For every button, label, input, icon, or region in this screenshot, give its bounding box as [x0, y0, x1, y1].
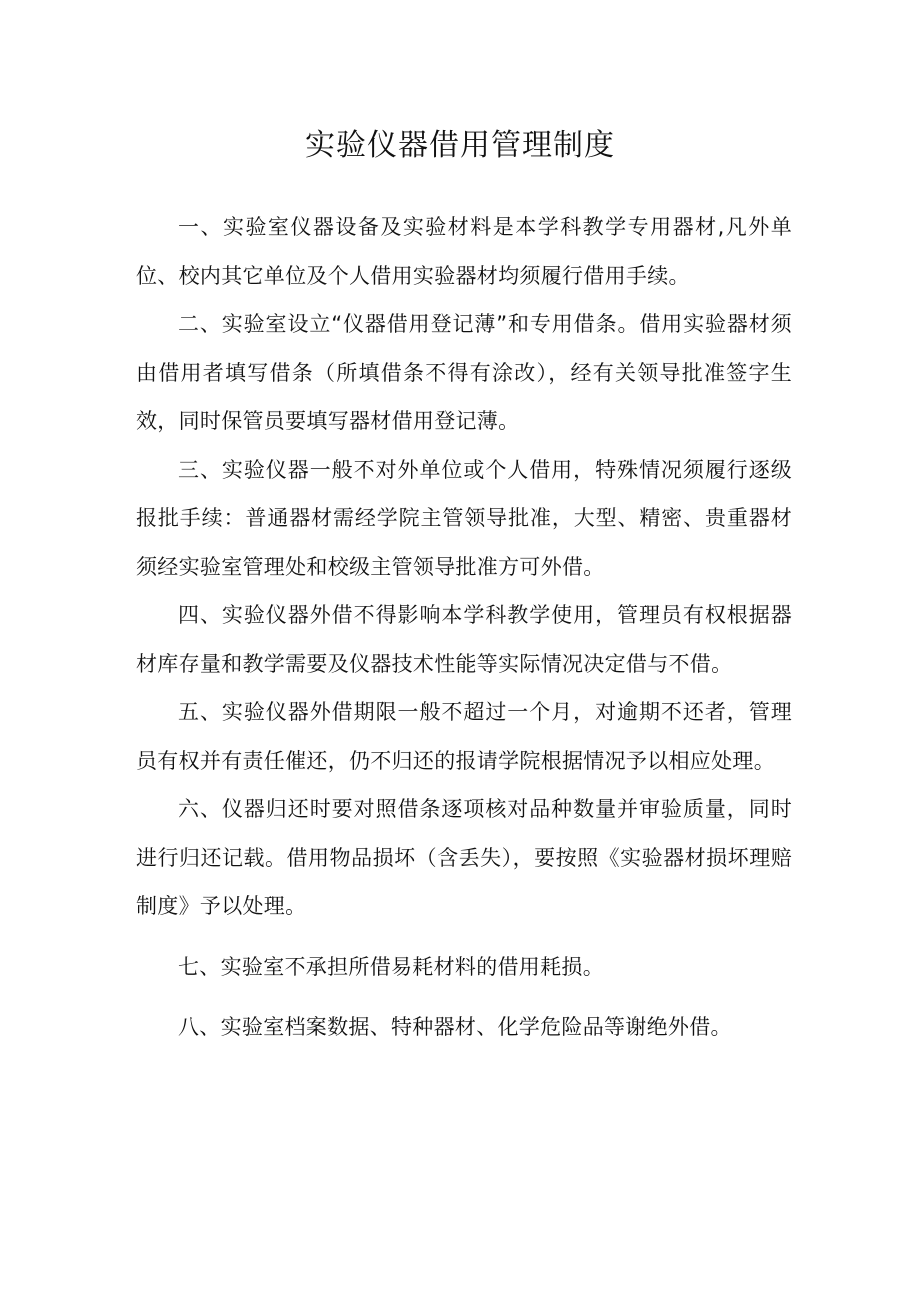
paragraph-2: 二、实验室设立“仪器借用登记薄”和专用借条。借用实验器材须由借用者填写借条（所填借条不得有涂改），经有关领导批准签字生效，同时保管员要填写器材借用登记薄。	[136, 312, 792, 433]
paragraph-3: 三、实验仪器一般不对外单位或个人借用，特殊情况须履行逐级报批手续：普通器材需经学院主管领导批准，大型、精密、贵重器材须经实验室管理处和校级主管领导批准方可外借。	[136, 457, 792, 579]
paragraph-6: 六、仪器归还时要对照借条逐项核对品种数量并审验质量，同时进行归还记载。借用物品损坏（含丢失），要按照《实验器材损坏理赔制度》予以处理。	[136, 797, 792, 918]
paragraph-4: 四、实验仪器外借不得影响本学科教学使用，管理员有权根据器材库存量和教学需要及仪器技术性能等实际情况决定借与不借。	[136, 603, 792, 676]
document-body	[136, 203, 792, 1052]
paragraph-1: 一、实验室仪器设备及实验材料是本学科教学专用器材,凡外单位、校内其它单位及个人借用实验器材均须履行借用手续。	[136, 215, 792, 288]
document-title: 实验仪器借用管理制度	[305, 128, 615, 163]
paragraph-8: 八、实验室档案数据、特种器材、化学危险品等谢绝外借。	[178, 1015, 732, 1039]
paragraph-7: 七、实验室不承担所借易耗材料的借用耗损。	[178, 954, 604, 979]
paragraph-5: 五、实验仪器外借期限一般不超过一个月，对逾期不还者，管理员有权并有责任催还，仍不归还的报请学院根据情况予以相应处理。	[136, 700, 792, 773]
